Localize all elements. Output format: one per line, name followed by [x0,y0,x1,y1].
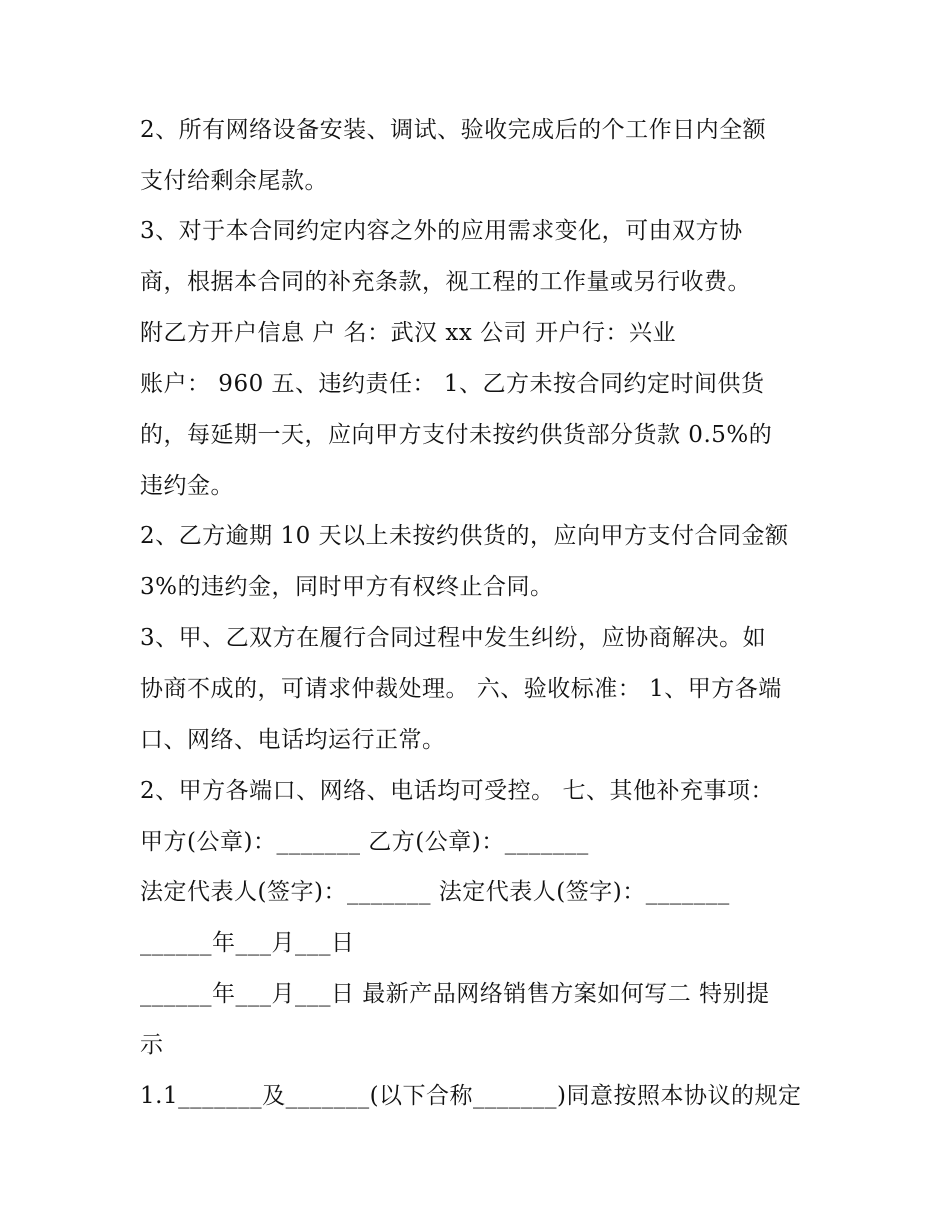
text-line-19: 示 [140,1032,164,1058]
text-line-1: 2、所有网络设备安装、调试、验收完成后的个工作日内全额 [140,117,767,143]
text-line-4: 商，根据本合同的补充条款，视工程的工作量或另行收费。 [140,269,751,295]
text-line-6: 账户： 960 五、违约责任： 1、乙方未按合同约定时间供货 [140,371,765,397]
text-line-3: 3、对于本合同约定内容之外的应用需求变化，可由双方协 [140,218,743,244]
text-line-15: 甲方(公章)：_______ 乙方(公章)：_______ [140,829,589,855]
text-line-14: 2、甲方各端口、网络、电话均可受控。 七、其他补充事项： [140,778,774,804]
text-line-8: 违约金。 [140,473,234,499]
text-line-20: 1.1_______及_______(以下合称_______)同意按照本协议的规定 [140,1083,802,1109]
text-line-12: 协商不成的，可请求仲裁处理。 六、验收标准： 1、甲方各端 [140,676,782,702]
text-line-7: 的，每延期一天，应向甲方支付未按约供货部分货款 0.5%的 [140,422,773,448]
text-line-18: ______年___月___日 最新产品网络销售方案如何写二 特别提 [140,981,770,1007]
text-line-5: 附乙方开户信息 户 名：武汉 xx 公司 开户行：兴业 [140,320,676,346]
text-line-17: ______年___月___日 [140,930,355,956]
text-line-11: 3、甲、乙双方在履行合同过程中发生纠纷，应协商解决。如 [140,625,767,651]
text-line-16: 法定代表人(签字)：_______ 法定代表人(签字)：_______ [140,879,730,905]
text-line-10: 3%的违约金，同时甲方有权终止合同。 [140,574,554,600]
text-line-13: 口、网络、电话均运行正常。 [140,727,446,753]
text-line-9: 2、乙方逾期 10 天以上未按约供货的，应向甲方支付合同金额 [140,523,789,549]
text-line-2: 支付给剩余尾款。 [140,168,328,194]
